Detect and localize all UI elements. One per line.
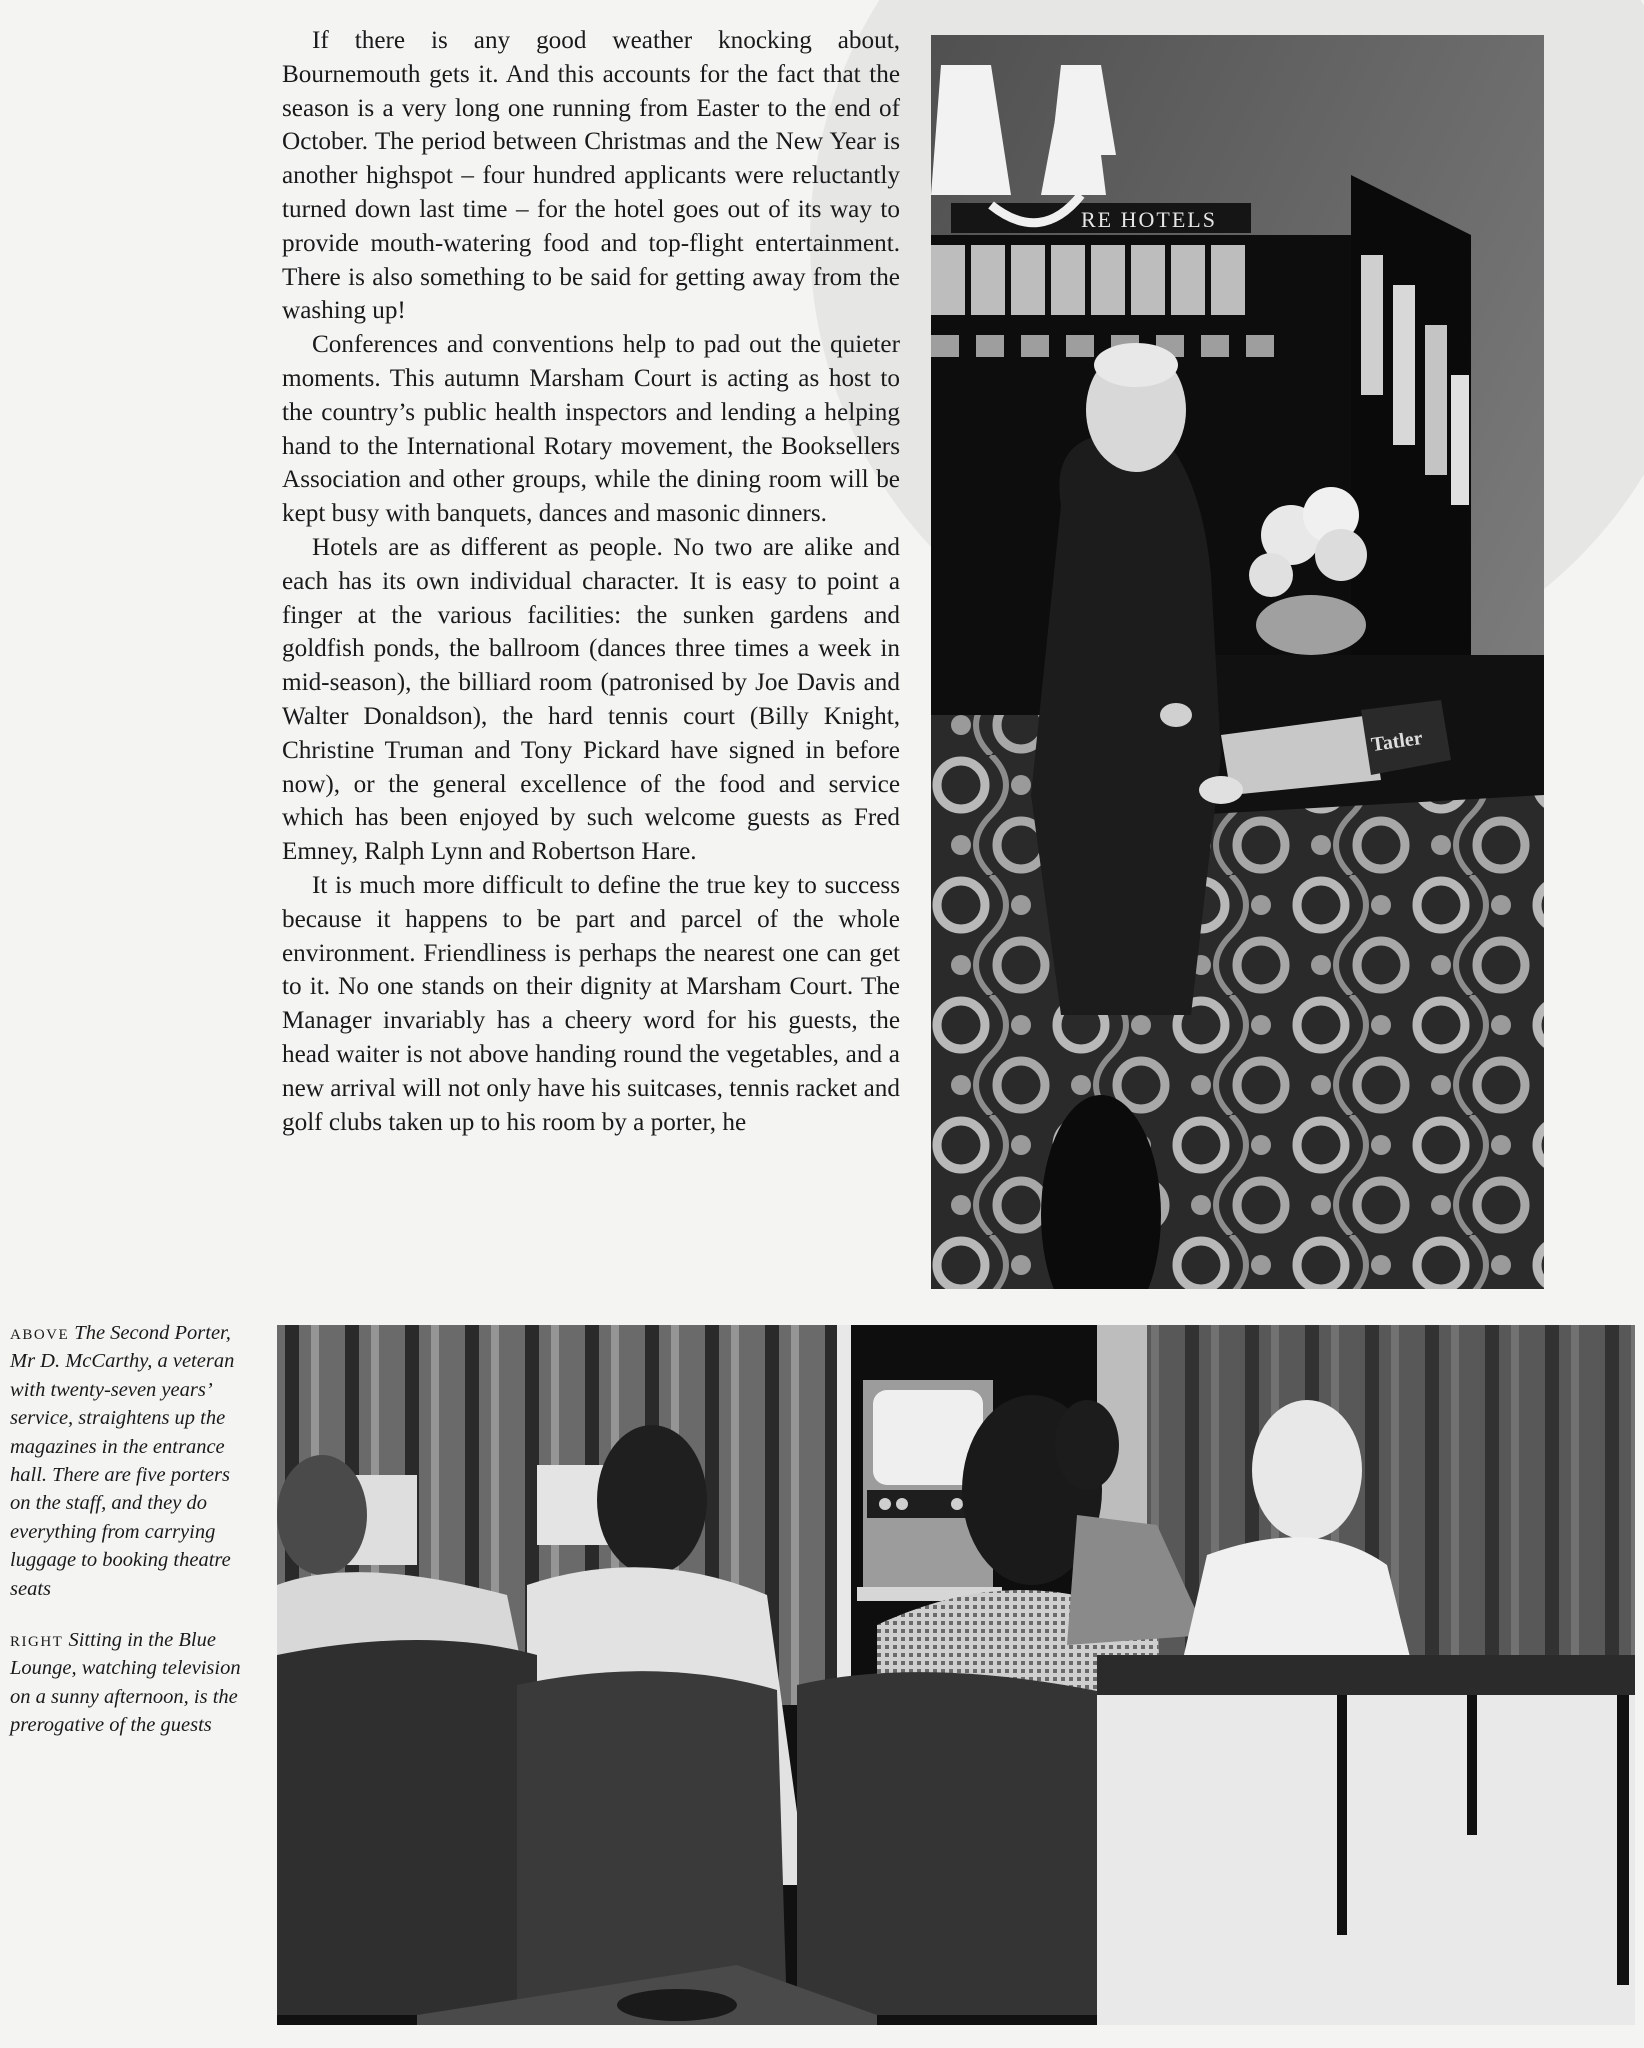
lounge-photo-illustration: [277, 1325, 1635, 2025]
article-body: [282, 24, 900, 1139]
paragraph-season: If there is any good weather knocking about, Bournemouth gets it. And this accounts for the fact that the season is a very long one running from Easter to the end of October. The period between Christmas and the New Year is another highspot – four hundred applicants were reluctantly turned down last time – for the hotel goes out of its way to provide mouth-watering food and top-flight entertainment. There is also something to be said for getting away from the washing up!: [282, 27, 900, 325]
svg-text:RE HOTELS: RE HOTELS: [1081, 207, 1217, 232]
photo-blue-lounge: [277, 1325, 1635, 2025]
paragraph-conferences: Conferences and conventions help to pad out the quieter moments. This autumn Marsham Court is acting as host to the country’s public health inspectors and lending a helping hand to the International Rotary movement, the Booksellers Association and other groups, while the dining room will be kept busy with banquets, dances and masonic dinners.: [282, 331, 900, 528]
caption-above-text: The Second Porter, Mr D. McCarthy, a veteran with twenty-seven years’ service, straightens up the magazines in the entrance hall. There are five porters on the staff, and they do everything from carrying luggage to booking theatre seats: [10, 1322, 235, 1600]
caption-right-lead: right: [10, 1627, 64, 1652]
caption-right: [10, 1625, 250, 1740]
caption-above-lead: above: [10, 1320, 70, 1344]
porter-photo-illustration: [931, 35, 1544, 1289]
caption-right-text: Sitting in the Blue Lounge, watching television on a sunny afternoon, is the prerogative of the guests: [10, 1629, 241, 1737]
photo-second-porter: [931, 35, 1544, 1289]
svg-text:Tatler: Tatler: [1369, 727, 1424, 757]
photo-captions: [10, 1318, 250, 1762]
paragraph-friendliness: It is much more difficult to define the true key to success because it happens to be part and parcel of the whole environment. Friendliness is perhaps the nearest one can get to it. No one stands on their dignity at Marsham Court. The Manager invariably has a cheery word for his guests, the head waiter is not above handing round the vegetables, and a new arrival will not only have his suitcases, tennis racket and golf clubs taken up to his room by a porter, he: [282, 871, 900, 1136]
paragraph-facilities: Hotels are as different as people. No two are alike and each has its own individual character. It is easy to point a finger at the various facilities: the sunken gardens and goldfish ponds, the ballroom (dances three times a week in mid-season), the billiard room (patronised by Joe Davis and Walter Donaldson), the hard tennis court (Billy Knight, Christine Truman and Tony Pickard have signed in before now), or the general excellence of the food and service which has been enjoyed by such welcome guests as Fred Emney, Ralph Lynn and Robertson Hare.: [282, 533, 900, 866]
caption-above: [10, 1318, 250, 1603]
